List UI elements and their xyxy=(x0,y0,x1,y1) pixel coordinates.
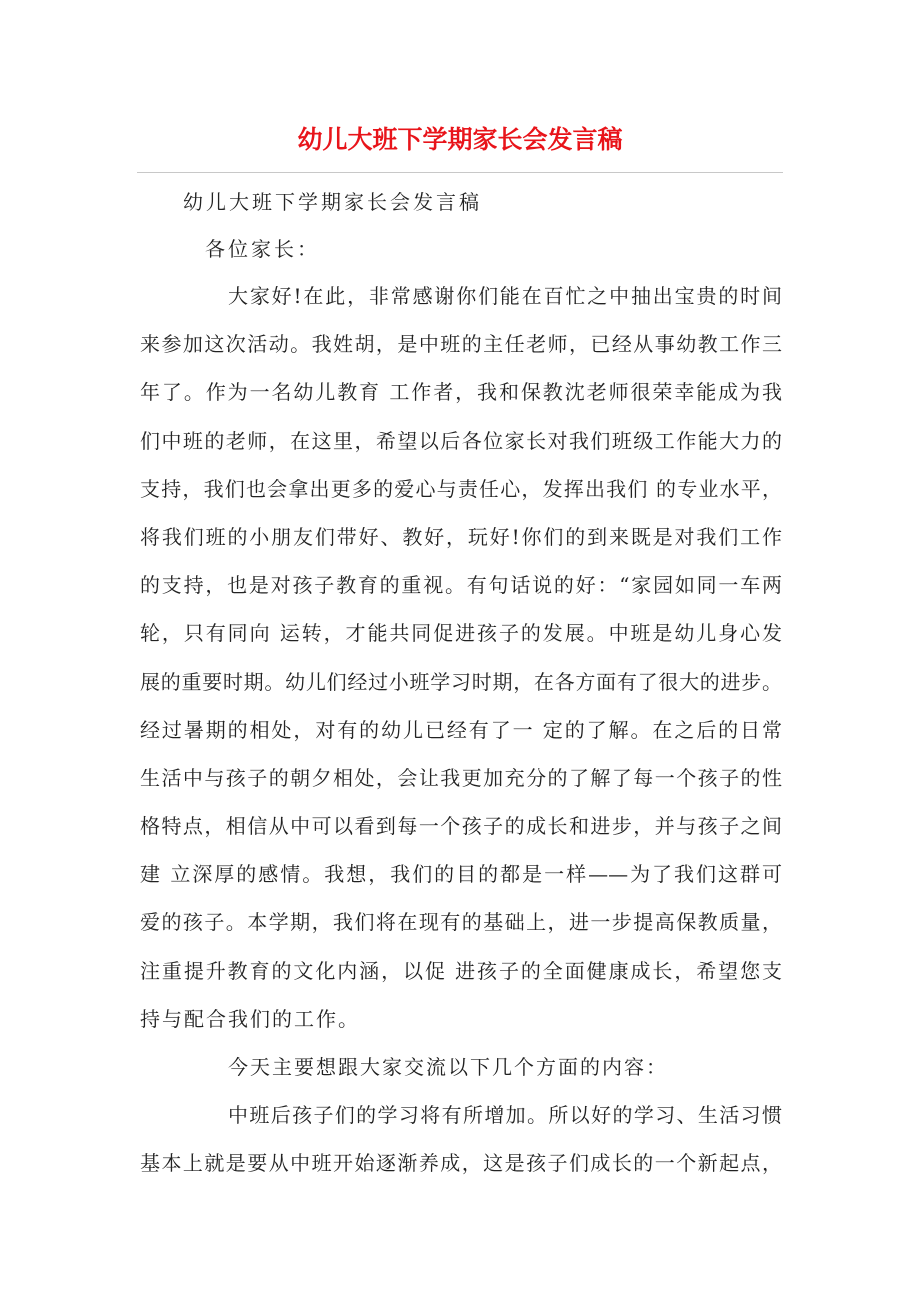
text-line: 展的重要时期。幼儿们经过小班学习时期，在各方面有了很大的进步。 xyxy=(140,669,782,694)
text-line: 将我们班的小朋友们带好、教好，玩好!你们的到来既是对我们工作 xyxy=(140,524,782,549)
document-subtitle: 幼儿大班下学期家长会发言稿 xyxy=(183,190,482,214)
text-line: 基本上就是要从中班开始逐渐养成，这是孩子们成长的一个新起点， xyxy=(140,1151,782,1176)
greeting: 各位家长： xyxy=(205,237,320,261)
text-line: 今天主要想跟大家交流以下几个方面的内容： xyxy=(228,1055,668,1079)
document-title: 幼儿大班下学期家长会发言稿 xyxy=(297,125,623,154)
text-line: 们中班的老师，在这里，希望以后各位家长对我们班级工作能大力的 xyxy=(140,428,782,453)
text-line: 经过暑期的相处，对有的幼儿已经有了一 定的了解。在之后的日常 xyxy=(140,717,782,742)
text-line: 格特点，相信从中可以看到每一个孩子的成长和进步，并与孩子之间 xyxy=(140,814,782,839)
text-line: 爱的孩子。本学期，我们将在现有的基础上，进一步提高保教质量， xyxy=(140,910,782,935)
text-line: 大家好!在此，非常感谢你们能在百忙之中抽出宝贵的时间 xyxy=(228,284,782,308)
text-line: 年了。作为一名幼儿教育 工作者，我和保教沈老师很荣幸能成为我 xyxy=(140,380,782,405)
text-line: 来参加这次活动。我姓胡，是中班的主任老师，已经从事幼教工作三 xyxy=(140,332,782,357)
text-line: 持与配合我们的工作。 xyxy=(140,1006,360,1031)
title-divider xyxy=(137,172,783,173)
text-line: 注重提升教育的文化内涵，以促 进孩子的全面健康成长，希望您支 xyxy=(140,958,782,983)
text-line: 的支持，也是对孩子教育的重视。有句话说的好：“家园如同一车两 xyxy=(140,573,782,598)
document-body xyxy=(140,282,782,1198)
text-line: 中班后孩子们的学习将有所增加。所以好的学习、生活习惯 xyxy=(228,1103,782,1128)
text-line: 建 立深厚的感情。我想，我们的目的都是一样——为了我们这群可 xyxy=(140,862,782,887)
text-line: 轮，只有同向 运转，才能共同促进孩子的发展。中班是幼儿身心发 xyxy=(140,621,782,646)
text-line: 支持，我们也会拿出更多的爱心与责任心，发挥出我们 的专业水平， xyxy=(140,476,782,501)
text-line: 生活中与孩子的朝夕相处，会让我更加充分的了解了每一个孩子的性 xyxy=(140,765,782,790)
